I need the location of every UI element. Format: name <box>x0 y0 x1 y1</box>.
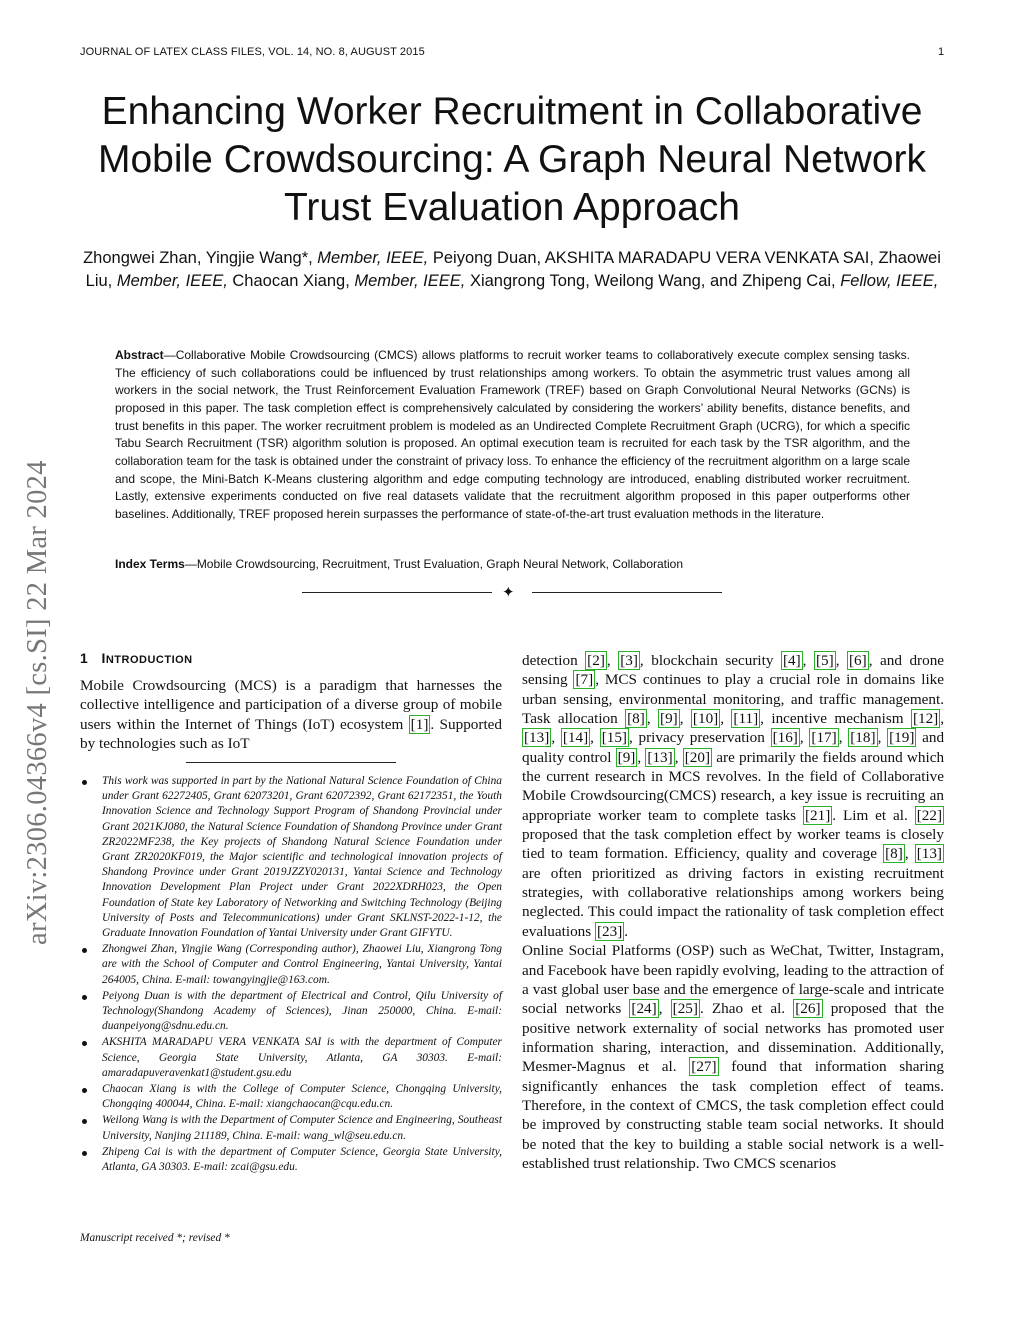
footnote-item: Chaocan Xiang is with the College of Computer Science, Chongqing University, Chongqing 400044, China. E-mail: xiangchaocan@cqu.edu.cn. <box>80 1082 502 1112</box>
paper-title: Enhancing Worker Recruitment in Collaborative Mobile Crowdsourcing: A Graph Neural Network Trust Evaluation Approach <box>97 90 927 229</box>
section-separator <box>302 584 722 604</box>
abstract-label: Abstract <box>115 348 164 362</box>
section-heading <box>80 650 193 666</box>
body-text: proposed that the task completion effect by worker teams is closely tied to team formation. Efficiency, quality and coverage <box>522 826 944 863</box>
page-number: 1 <box>938 46 945 58</box>
separator-line-right <box>532 592 722 593</box>
citation-link[interactable]: [22] <box>916 806 943 824</box>
body-text: , privacy preservation <box>629 729 771 747</box>
body-text: . <box>624 922 629 940</box>
citation-link[interactable]: [23] <box>596 922 623 940</box>
body-text: , <box>646 710 659 728</box>
arxiv-stamp: arXiv:2306.04366v4 [cs.SI] 22 Mar 2024 <box>22 460 53 945</box>
body-text: . Lim et al. <box>832 806 915 824</box>
citation-link[interactable]: [13] <box>524 729 550 747</box>
footnote-item: AKSHITA MARADAPU VERA VENKATA SAI is with the department of Computer Science, Georgia State University, Atlanta, GA 30303. E-mail: amaradapuveravenkat1@student.gsu.edu <box>80 1035 502 1081</box>
citation-link[interactable]: [9] <box>660 710 678 728</box>
intro-right-column <box>522 651 944 1173</box>
body-text: are primarily the fields around which the current research in MCS revolves. In the field of Collaborative Mobile Crowdsourcing(CMCS) research, a key issue is recruiting an appropriate worker team to complete tasks <box>522 748 945 824</box>
paragraph <box>522 941 944 1173</box>
citation-link[interactable]: [26] <box>795 1000 821 1018</box>
body-text: detection <box>522 652 586 669</box>
body-text: , <box>674 748 683 766</box>
footnote-rule <box>186 762 396 763</box>
citation-link[interactable]: [27] <box>691 1058 717 1076</box>
index-terms <box>115 556 910 573</box>
section-title-rest: NTRODUCTION <box>105 654 193 666</box>
body-text: . Zhao et al. <box>699 1000 794 1018</box>
intro-left-column <box>80 676 502 753</box>
author-role: Member, IEEE, <box>354 272 466 290</box>
citation-link[interactable]: [3] <box>620 652 638 669</box>
citation-link[interactable]: [13] <box>916 845 942 863</box>
body-text: , <box>799 729 810 747</box>
manuscript-note: Manuscript received *; revised * <box>80 1232 230 1244</box>
body-text: , <box>838 729 849 747</box>
citation-link[interactable]: [7] <box>575 671 594 689</box>
citation-link[interactable]: [17] <box>811 729 837 747</box>
footnote-list <box>80 774 502 1176</box>
body-text: proposed that the positive network externality of social networks has promoted user information sharing, interaction, and dissemination. Additionally, Mesmer-Magnus et al. <box>522 1000 944 1076</box>
citation-link[interactable]: [2] <box>587 652 605 669</box>
author-text: Zhongwei Zhan, Yingjie Wang*, <box>83 249 318 267</box>
body-text: , blockchain security <box>639 652 781 669</box>
citation-link[interactable]: [15] <box>601 729 627 747</box>
citation-link[interactable]: [12] <box>912 710 939 728</box>
body-text: , <box>551 729 561 747</box>
separator-line-left <box>302 592 492 593</box>
author-role: Member, IEEE, <box>317 249 429 267</box>
author-text: Peiyong Duan, AKSHITA MARADAPU VERA VENKATA SAI, Zhaowei Liu, <box>85 249 941 290</box>
index-terms-label: Index Terms <box>115 557 185 571</box>
author-list <box>70 247 954 293</box>
footnote-item: Zhongwei Zhan, Yingjie Wang (Corresponding author), Zhaowei Liu, Xiangrong Tong are with the School of Computer and Control Engineering, Yantai University, Yantai 264005, China. E-mail: towangyingjie@163.com. <box>80 942 502 988</box>
body-text: . Supported by technologies such as IoT <box>80 715 502 753</box>
citation-link[interactable]: [4] <box>782 652 801 669</box>
footnote-item: Peiyong Duan is with the department of Electrical and Control, Qilu University of Technology(Shandong Academy of Sciences), Jinan 250000, China. E-mail: duanpeiyong@sdnu.edu.cn. <box>80 989 502 1035</box>
citation-link[interactable]: [18] <box>850 729 876 747</box>
citation-link[interactable]: [24] <box>631 1000 657 1018</box>
body-text: , <box>940 710 945 728</box>
body-text: , incentive mechanism <box>760 710 911 728</box>
body-text: , <box>904 845 915 863</box>
section-number: 1 <box>80 650 89 666</box>
abstract <box>115 347 910 524</box>
citation-link[interactable]: [20] <box>684 748 711 766</box>
footnote-item: Zhipeng Cai is with the department of Computer Science, Georgia State University, Atlanta, GA 30303. E-mail: zcai@gsu.edu. <box>80 1145 502 1175</box>
abstract-text: —Collaborative Mobile Crowdsourcing (CMCS) allows platforms to recruit worker teams to collaboratively execute complex sensing tasks. The efficiency of such collaborations could be influenced by trust relationships among workers. To obtain the asymmetric trust values among all workers in the social network, the Trust Reinforcement Evaluation Framework (TREF) based on Graph Convolutional Neural Networks (GCNs) is proposed in this paper. The task completion effect is comprehensively calculated by considering the workers’ ability benefits, distance benefits, and trust benefits in this paper. The worker recruitment problem is modeled as an Undirected Complete Recruitment Graph (UCRG), for which a specific Tabu Search Recruitment (TSR) algorithm solution is proposed. An optimal execution team is recruited for each task by the TSR algorithm, and the collaboration team for the task is obtained under the constraint of privacy loss. To enhance the efficiency of the recruitment algorithm on a large scale and scope, the Mini-Batch K-Means clustering algorithm and edge computing technology are introduced, enabling distributed worker recruitment. Lastly, extensive experiments conducted on five real datasets validate that the recruitment algorithm proposed in this paper outperforms other baselines. Additionally, TREF proposed herein surpasses the performance of state-of-the-art trust evaluation methods in the literature. <box>115 348 910 521</box>
body-text: , <box>802 652 814 669</box>
citation-link[interactable]: [19] <box>889 729 915 747</box>
paragraph <box>522 651 944 941</box>
footnote-item: Weilong Wang is with the Department of Computer Science and Engineering, Southeast University, Nanjing 211189, China. E-mail: wang_wl@seu.edu.cn. <box>80 1113 502 1143</box>
author-text: Chaocan Xiang, <box>227 272 355 290</box>
citation-link[interactable]: [21] <box>804 806 831 824</box>
body-text: Mobile Crowdsourcing (MCS) is a paradigm that harnesses the collective intelligence and participation of a diverse group of mobile users within the Internet of Things (IoT) ecosystem <box>80 677 502 733</box>
footnote-item: This work was supported in part by the National Natural Science Foundation of China under Grant 62272405, Grant 62073201, Grant 62072392, Grant 62172351, the Youth Innovation Science and Technology Support Program of Shandong Provincial under Grant 2021KJ080, the Natural Science Foundation of Shandong Province under Grant ZR2022MF238, the Key projects of Shandong Natural Science Foundation under Grant ZR2020KF019, the Major scientific and technological innovation projects of Shandong Province under Grant 2019JZZY020131, Yantai Science and Technology Innovation Development Plan Project under Grant 2022XDRH023, the Open Foundation of State key Laboratory of Networking and Switching Technology (Beijing University of Posts and Telecommunications) under Grant SKLNST-2022-1-12, the Graduate Innovation Foundation of Yantai University under Grant GIFYTU. <box>80 774 502 941</box>
index-terms-text: —Mobile Crowdsourcing, Recruitment, Trust Evaluation, Graph Neural Network, Collaboration <box>184 557 684 571</box>
body-text: , <box>637 748 646 766</box>
citation-link[interactable]: [6] <box>849 652 867 669</box>
section-title-initial: I <box>101 650 106 666</box>
body-text: , <box>658 1000 671 1018</box>
citation-link[interactable]: [11] <box>733 710 759 728</box>
separator-star-icon: ✦ <box>502 583 515 601</box>
body-text: Online Social Platforms (OSP) such as WeChat, Twitter, Instagram, and Facebook have been rapidly evolving, leading to the attraction of a vast global user base and the emergence of large-scale and intricate social networks <box>522 942 944 1018</box>
citation-link[interactable]: [16] <box>772 729 798 747</box>
body-text: , <box>590 729 600 747</box>
citation-link[interactable]: [5] <box>815 652 834 669</box>
body-text: , MCS continues to play a crucial role in domains like urban sensing, environmental monitoring, and traffic management. Task allocation <box>522 671 944 728</box>
running-header: JOURNAL OF LATEX CLASS FILES, VOL. 14, NO. 8, AUGUST 2015 <box>80 46 425 58</box>
author-role: Fellow, IEEE, <box>840 272 939 290</box>
author-role: Member, IEEE, <box>116 272 228 290</box>
citation-link[interactable]: [1] <box>410 715 429 733</box>
body-text: , <box>720 710 732 728</box>
body-text: , <box>606 652 619 669</box>
citation-link[interactable]: [25] <box>672 1000 698 1018</box>
body-text: , <box>877 729 888 747</box>
citation-link[interactable]: [8] <box>885 845 903 863</box>
citation-link[interactable]: [14] <box>562 729 589 747</box>
citation-link[interactable]: [8] <box>627 710 645 728</box>
body-text: , <box>835 652 847 669</box>
body-text: , and drone sensing <box>522 652 945 689</box>
author-text: Xiangrong Tong, Weilong Wang, and Zhipeng Cai, <box>465 272 841 290</box>
citation-link[interactable]: [10] <box>692 710 719 728</box>
body-text: are often prioritized as driving factors in existing recruitment strategies, with collaborative relationships among workers being neglected. This could impact the rationality of task completion effect evaluations <box>522 864 944 940</box>
body-text: and quality control <box>522 729 945 766</box>
citation-link[interactable]: [13] <box>647 748 673 766</box>
body-text: found that information sharing significantly enhances the task completion effect of teams. Therefore, in the context of CMCS, the task completion effect could be improved by constructing stable team social networks. It should be noted that the key to building a stable social network is a well-established trust relationship. Two CMCS scenarios <box>522 1058 944 1172</box>
body-text: , <box>679 710 691 728</box>
citation-link[interactable]: [9] <box>617 748 636 766</box>
